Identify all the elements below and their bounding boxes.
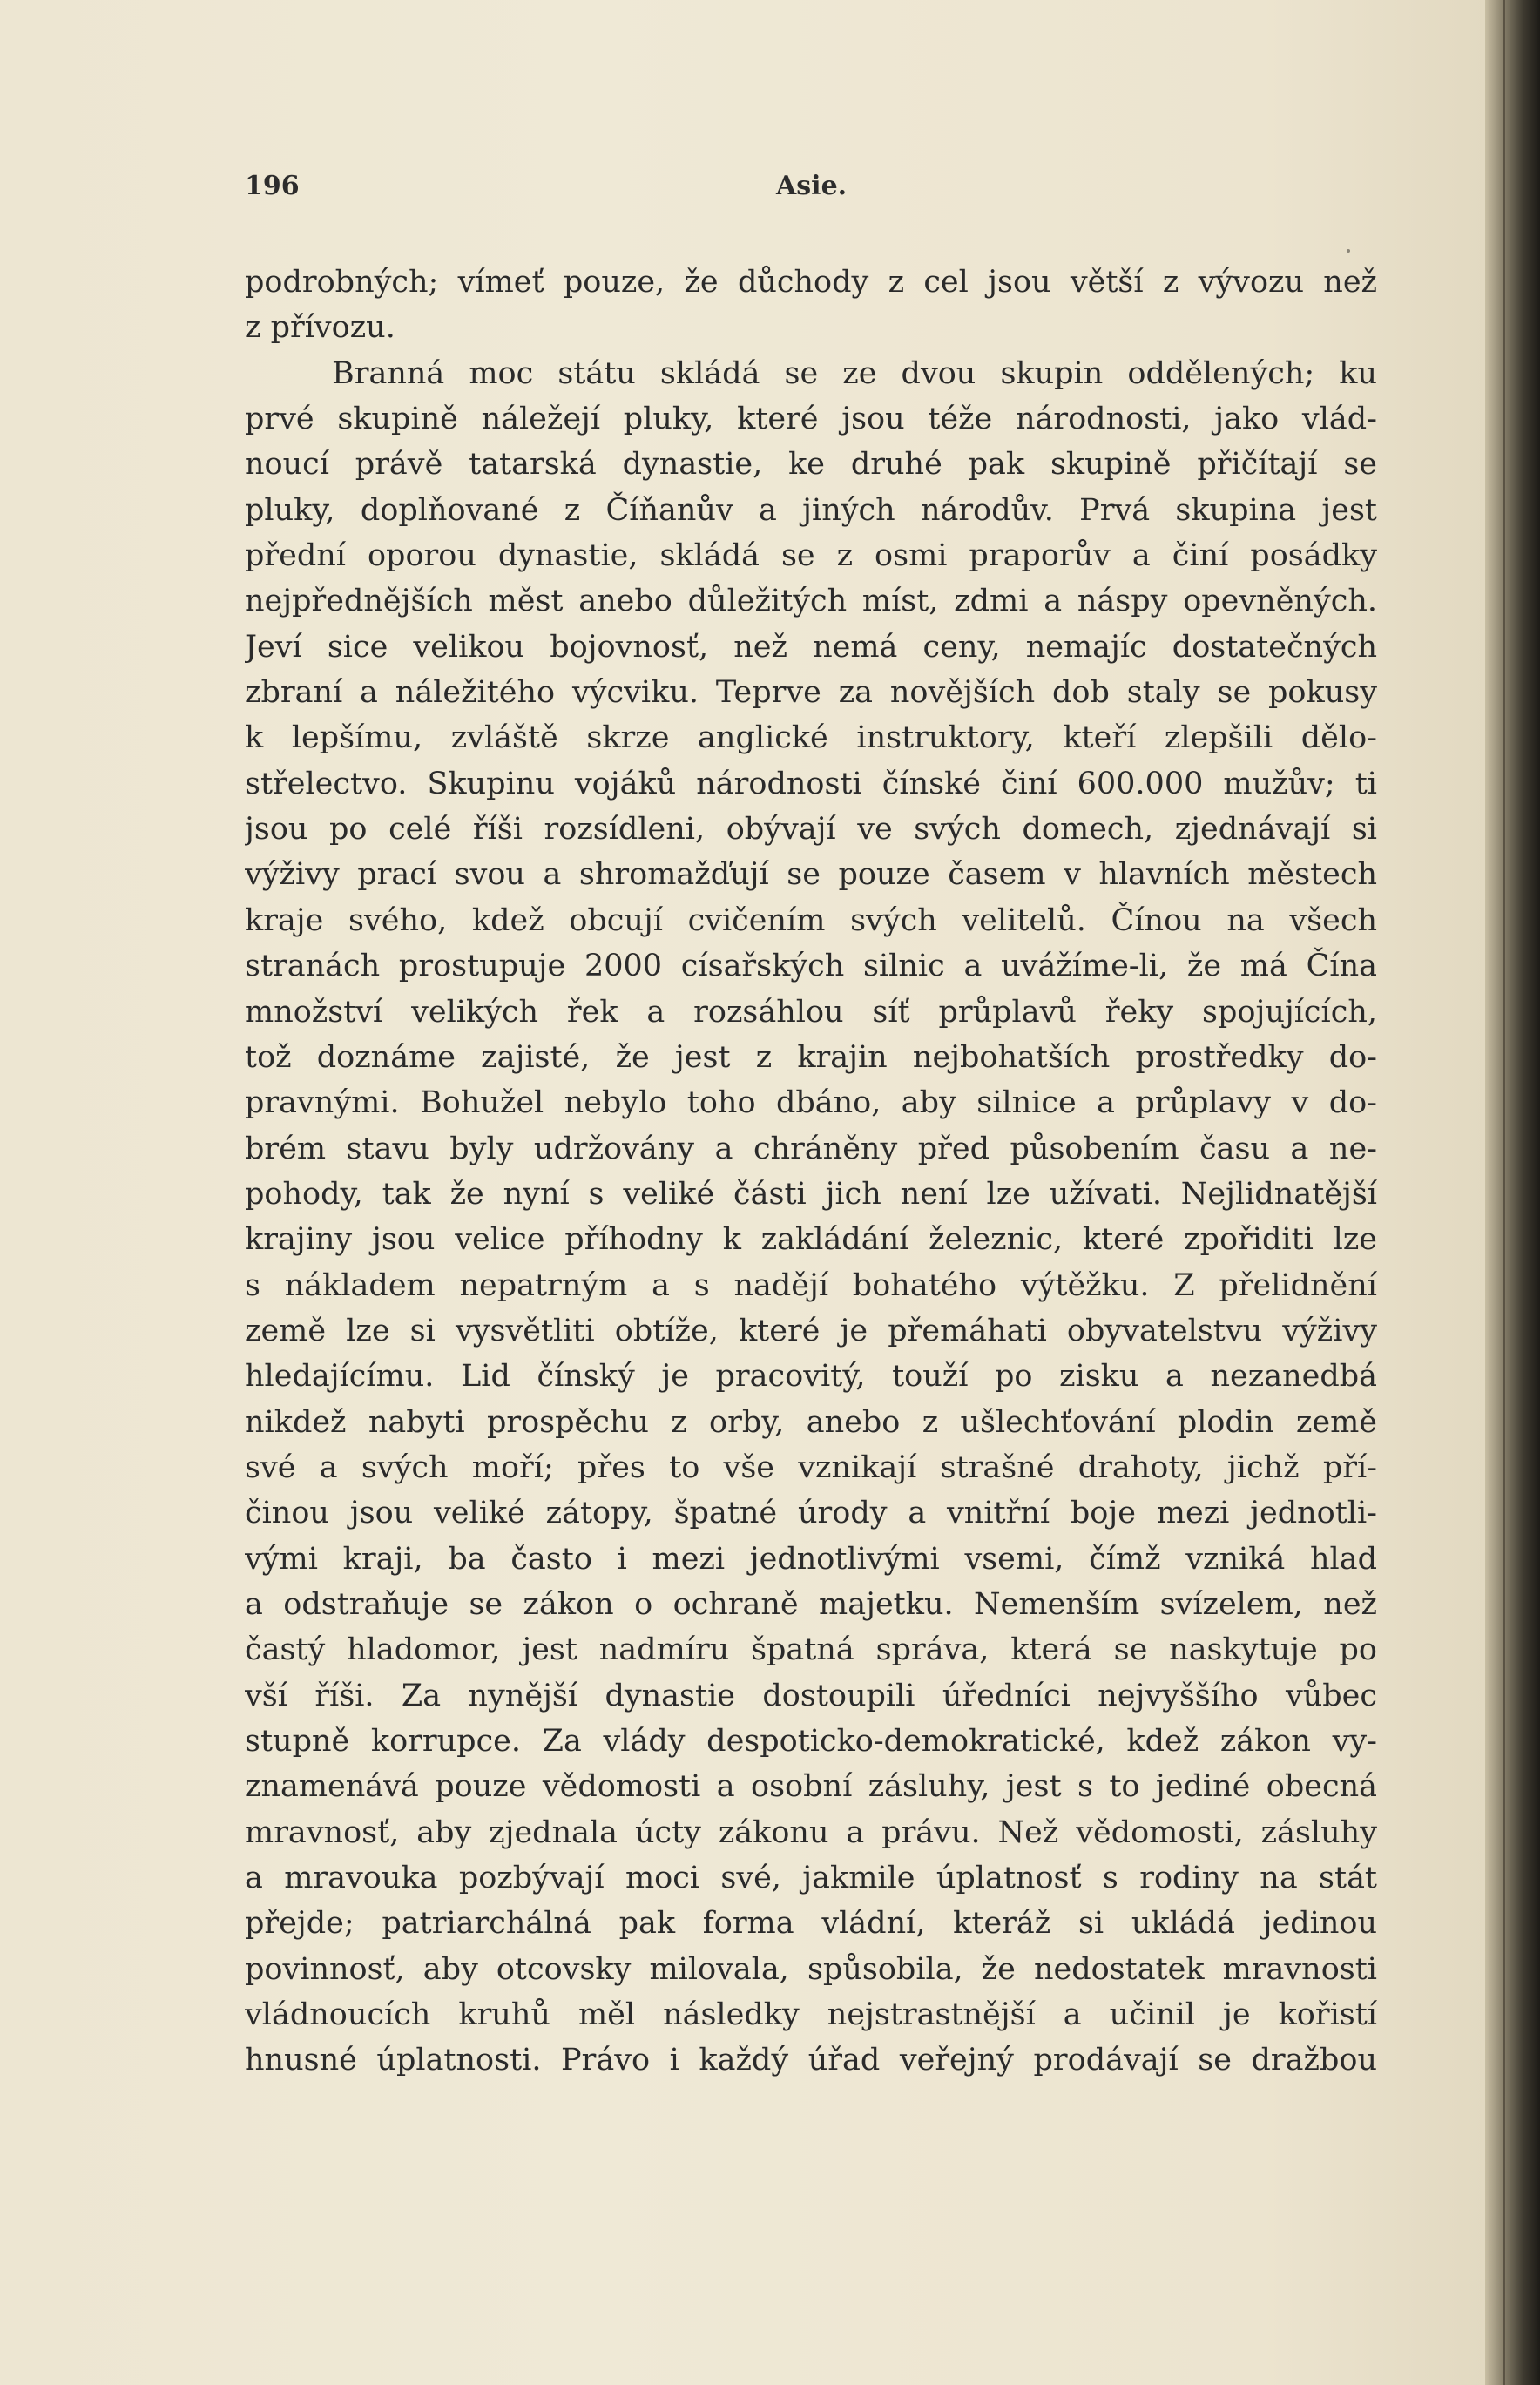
text-line: vládnoucích kruhů měl následky nejstrastnější a učinil je kořistí [245, 1997, 1377, 2033]
text-line: s nákladem nepatrným a s nadějí bohatého výtěžku. Z přelidnění [245, 1267, 1377, 1303]
text-line: nikdež nabyti prospěchu z orby, anebo z ušlechťování plodin země [245, 1404, 1377, 1440]
text-line: hledajícímu. Lid čínský je pracovitý, touží po zisku a nezanedbá [245, 1359, 1377, 1395]
ink-speck [1347, 249, 1350, 253]
text-line: a mravouka pozbývají moci své, jakmile úplatnosť s rodiny na stát [245, 1861, 1377, 1896]
text-line: vými kraji, ba často i mezi jednotlivými vsemi, čímž vzniká hlad [245, 1541, 1377, 1577]
text-line: pravnými. Bohužel nebylo toho dbáno, aby silnice a průplavy v do- [245, 1085, 1377, 1121]
text-line: nejpřednějších měst anebo důležitých míst, zdmi a náspy opevněných. [245, 584, 1377, 619]
text-line: své a svých moří; přes to vše vznikají strašné drahoty, jichž pří- [245, 1449, 1377, 1485]
text-line: z přívozu. [245, 310, 395, 346]
text-line: a odstraňuje se zákon o ochraně majetku. Nemenším svízelem, než [245, 1586, 1377, 1622]
text-line: stupně korrupce. Za vlády despoticko-demokratické, kdež zákon vy- [245, 1724, 1377, 1759]
text-line: množství velikých řek a rozsáhlou síť průplavů řeky spojujících, [245, 994, 1377, 1030]
spine-edge [1503, 0, 1505, 2385]
text-line: tož doznáme zajisté, že jest z krajin nejbohatších prostředky do- [245, 1039, 1377, 1075]
page-number: 196 [245, 171, 300, 201]
text-line: noucí právě tatarská dynastie, ke druhé pak skupině přičítají se [245, 447, 1377, 483]
text-line: podrobných; vímeť pouze, že důchody z cel jsou větší z vývozu než [245, 265, 1377, 300]
text-line: kraje svého, kdež obcují cvičením svých velitelů. Čínou na všech [245, 902, 1377, 938]
text-line: země lze si vysvětliti obtíže, které je přemáhati obyvatelstvu výživy [245, 1313, 1377, 1348]
text-line: jsou po celé říši rozsídleni, obývají ve svých domech, zjednávají si [245, 812, 1377, 848]
text-line: Jeví sice velikou bojovnosť, než nemá ceny, nemajíc dostatečných [245, 629, 1377, 665]
running-title: Asie. [776, 171, 848, 201]
text-line: Branná moc státu skládá se ze dvou skupin oddělených; ku [332, 355, 1377, 391]
body-text [245, 260, 1377, 2084]
text-line: brém stavu byly udržovány a chráněny před působením času a ne- [245, 1131, 1377, 1166]
text-line: činou jsou veliké zátopy, špatné úrody a vnitřní boje mezi jednotli- [245, 1496, 1377, 1531]
text-line: zbraní a náležitého výcviku. Teprve za novějších dob staly se pokusy [245, 675, 1377, 711]
text-line: povinnosť, aby otcovsky milovala, spůsobila, že nedostatek mravnosti [245, 1951, 1377, 1987]
text-line: stranách prostupuje 2000 císařských silnic a uvážíme-li, že má Čína [245, 949, 1377, 984]
running-head [245, 171, 1377, 213]
text-line: mravnosť, aby zjednala úcty zákonu a právu. Než vědomosti, zásluhy [245, 1814, 1377, 1850]
text-line: hnusné úplatnosti. Právo i každý úřad veřejný prodávají se dražbou [245, 2043, 1377, 2078]
text-line: střelectvo. Skupinu vojáků národnosti čínské činí 600.000 mužův; ti [245, 766, 1377, 801]
text-line: pohody, tak že nyní s veliké části jich není lze užívati. Nejlidnatější [245, 1176, 1377, 1212]
text-line: znamenává pouze vědomosti a osobní zásluhy, jest s to jediné obecná [245, 1769, 1377, 1805]
text-line: přední oporou dynastie, skládá se z osmi praporův a činí posádky [245, 538, 1377, 574]
text-line: prvé skupině náležejí pluky, které jsou téže národnosti, jako vlád- [245, 402, 1377, 437]
text-line: krajiny jsou velice příhodny k zakládání železnic, které zpořiditi lze [245, 1222, 1377, 1258]
text-line: přejde; patriarchálná pak forma vládní, kteráž si ukládá jedinou [245, 1906, 1377, 1942]
book-spine [1485, 0, 1540, 2385]
text-line: výživy prací svou a shromažďují se pouze časem v hlavních městech [245, 857, 1377, 893]
text-line: pluky, doplňované z Číňanův a jiných národův. Prvá skupina jest [245, 492, 1377, 528]
text-line: častý hladomor, jest nadmíru špatná správa, která se naskytuje po [245, 1632, 1377, 1668]
text-line: vší říši. Za nynější dynastie dostoupili úředníci nejvyššího vůbec [245, 1678, 1377, 1713]
text-line: k lepšímu, zvláště skrze anglické instruktory, kteří zlepšili dělo- [245, 720, 1377, 756]
